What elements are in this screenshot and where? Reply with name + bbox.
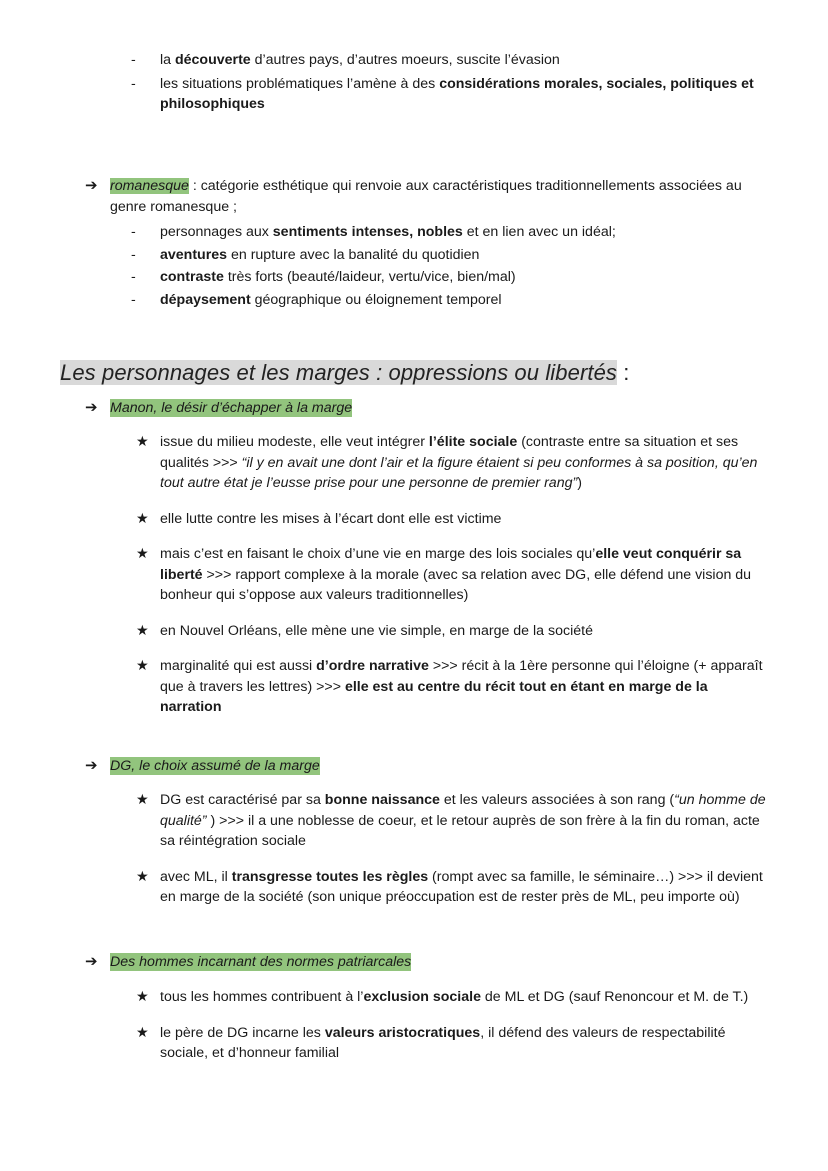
dash-icon: - <box>131 52 136 68</box>
dash-icon: - <box>131 291 136 308</box>
top-bullet-list <box>131 50 780 115</box>
star-icon: ★ <box>136 510 149 527</box>
list-item: - contraste très forts (beauté/laideur, vertu/vice, bien/mal) <box>160 267 780 288</box>
dg-points <box>136 790 770 908</box>
star-icon: ★ <box>136 434 149 450</box>
star-icon: ★ <box>136 989 149 1005</box>
manon-subheading: ➔ Manon, le désir d’échapper à la marge <box>110 398 352 419</box>
hommes-points <box>136 987 770 1064</box>
list-item: ★ avec ML, il transgresse toutes les règles (rompt avec sa famille, le séminaire…) >>> il devient en marge de la société (son unique préoccupation est de rester près de ML, peu importe où) <box>136 868 763 905</box>
arrow-icon: ➔ <box>85 953 98 970</box>
star-icon: ★ <box>136 792 149 808</box>
arrow-icon: ➔ <box>85 177 98 194</box>
arrow-icon: ➔ <box>85 757 98 774</box>
list-item: ★ marginalité qui est aussi d’ordre narrative >>> récit à la 1ère personne qui l’éloigne (+ apparaît que à travers les lettres) >>> elle est au centre du récit tout en étant en marge de la narration <box>136 658 763 715</box>
hommes-subheading: ➔ Des hommes incarnant des normes patriarcales <box>110 952 411 973</box>
star-icon: ★ <box>136 1024 149 1041</box>
list-item: - dépaysement géographique ou éloignement temporel <box>160 290 780 311</box>
list-item: ★ tous les hommes contribuent à l’exclusion sociale de ML et DG (sauf Renoncour et M. de T.) <box>160 987 770 1008</box>
manon-points <box>136 432 770 718</box>
list-item: - personnages aux sentiments intenses, nobles et en lien avec un idéal; <box>160 222 780 243</box>
dash-icon: - <box>131 246 136 263</box>
star-icon: ★ <box>136 658 149 674</box>
star-icon: ★ <box>136 546 149 562</box>
section-heading: Les personnages et les marges : oppressions ou libertés : <box>60 360 630 385</box>
dash-icon: - <box>131 269 136 285</box>
romanesque-definition: ➔ romanesque : catégorie esthétique qui renvoie aux caractéristiques traditionnellements associées au genre romanesque ; <box>85 177 742 215</box>
list-item: ★ elle lutte contre les mises à l’écart dont elle est victime <box>160 509 770 530</box>
list-item: ★ issue du milieu modeste, elle veut intégrer l’élite sociale (contraste entre sa situation et ses qualités >>> “il y en avait une dont l’air et la figure étaient si peu conformes à sa position, qu’en tout autre état je l’eusse prise pour une personne de premier rang”) <box>136 434 758 491</box>
list-item: ★ DG est caractérisé par sa bonne naissance et les valeurs associées à son rang (“un homme de qualité” ) >>> il a une noblesse de coeur, et le retour auprès de son frère à la fin du roman, acte sa réintégration sociale <box>136 792 766 849</box>
star-icon: ★ <box>136 622 149 639</box>
arrow-icon: ➔ <box>85 399 98 416</box>
list-item: - les situations problématiques l’amène à des considérations morales, sociales, politiques et philosophiques <box>131 75 754 112</box>
romanesque-list <box>131 222 780 310</box>
list-item: ★ en Nouvel Orléans, elle mène une vie simple, en marge de la société <box>160 621 770 642</box>
dash-icon: - <box>131 75 136 92</box>
list-item: - aventures en rupture avec la banalité du quotidien <box>160 245 780 266</box>
list-item: ★ le père de DG incarne les valeurs aristocratiques, il défend des valeurs de respectabilité sociale, et d’honneur familial <box>136 1024 726 1061</box>
list-item: - la découverte d’autres pays, d’autres moeurs, suscite l’évasion <box>160 50 780 71</box>
dash-icon: - <box>131 224 136 240</box>
highlighted-term: romanesque <box>110 178 189 194</box>
list-item: ★ mais c’est en faisant le choix d’une vie en marge des lois sociales qu’elle veut conquérir sa liberté >>> rapport complexe à la morale (avec sa relation avec DG, elle défend une vision du bonheur qui s’oppose aux valeurs traditionnelles) <box>136 546 752 603</box>
star-icon: ★ <box>136 868 149 885</box>
dg-subheading: ➔ DG, le choix assumé de la marge <box>110 756 320 777</box>
